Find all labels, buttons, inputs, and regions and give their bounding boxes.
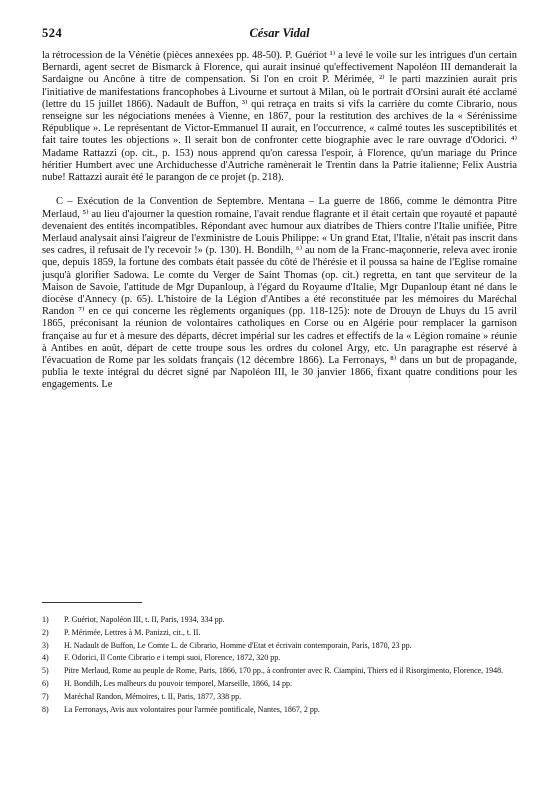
footnote-separator <box>42 602 142 603</box>
footnote <box>42 640 517 653</box>
paragraph-convention: C – Exécution de la Convention de Septembre. Mentana – La guerre de 1866, comme le démontra Pitre Merlaud, ⁵⁾ au lieu d'ajourner la question romaine, l'avait rendue flagrante et il était certain que royauté et papauté devenaient des entités incompatibles. Répondant avec humour aux diatribes de Thiers contre l'Italie unifiée, Pitre Merlaud analysait ainsi l'aigreur de l'exministre de Louis Philippe: « Un grand Etat, l'Italie, n'était pas inscrit dans ses cadres, il refusait de l'y recevoir !» (p. 130). H. Bondilh, ⁶⁾ au nom de la Franc-maçonnerie, releva avec ironie que, depuis 1859, la fortune des combats était passée du côté de l'hérésie et il poussa sa haine de l'Eglise romaine jusqu'à glorifier Sadowa. Le comte du Verger de Saint Thomas (op. cit.) regretta, en tant que serviteur de la Maison de Savoie, l'attitude de Mgr Dupanloup, à l'égard du Royaume d'Italie, Mgr Dupanloup étant né dans le diocèse d'Annecy (p. 65). L'histoire de la Légion d'Antibes a été reconstituée par les mémoires du Maréchal Randon ⁷⁾ en ce qui concerne les règlements organiques (pp. 118-125): note de Drouyn de Lhuys du 15 avril 1865, préconisant la réunion de volontaires catholiques en Corse ou en Algérie pour remplacer la garnison française au fur et à mesure des départs, décret impérial sur les cadres et effectifs de la « Légion romaine » réunie à Antibes en août, départ de cette troupe sous les ordres du colonel Argy, etc. Un paragraphe est réservé à l'évacuation de Rome par les soldats français (12 décembre 1866). La Ferronays, ⁸⁾ dans un but de propagande, publia le texte intégral du décret signé par Napoléon III, le 30 janvier 1866, fixant quatre conditions pour les engagements. Le <box>42 196 517 391</box>
footnote-text: H. Nadault de Buffon, Le Comte L. de Cibrario, Homme d'Etat et écrivain contemporain, Paris, 1870, 23 pp. <box>64 640 412 650</box>
running-title: César Vidal <box>249 26 310 40</box>
footnote <box>42 691 517 704</box>
footnotes <box>42 614 517 716</box>
footnote-text: H. Bondilh, Les malheurs du pouvoir temporel, Marseille, 1866, 14 pp. <box>64 678 292 688</box>
footnote-marker: 5) <box>42 666 49 676</box>
footnote <box>42 665 517 678</box>
footnote-marker: 7) <box>42 691 49 701</box>
footnote-marker: 8) <box>42 704 49 714</box>
footnote-text: La Ferronays, Avis aux volontaires pour l'armée pontificale, Nantes, 1867, 2 pp. <box>64 704 320 714</box>
page-number: 524 <box>42 26 63 40</box>
footnote <box>42 704 517 717</box>
footnote <box>42 614 517 627</box>
footnote-marker: 2) <box>42 627 49 637</box>
footnote-marker: 3) <box>42 640 49 650</box>
running-head <box>42 26 517 42</box>
main-text <box>42 50 517 392</box>
footnote <box>42 627 517 640</box>
footnote-marker: 1) <box>42 615 49 624</box>
footnote-text: P. Guériot, Napoléon III, t. II, Paris, 1934, 334 pp. <box>64 615 225 624</box>
footnote-text: Maréchal Randon, Mémoires, t. II, Paris, 1877, 338 pp. <box>64 691 242 701</box>
footnote-text: Pitre Merlaud, Rome au peuple de Rome, Paris, 1866, 170 pp., à confronter avec R. Ciampini, Thiers ed il Risorgimento, Florence, 1948. <box>64 666 504 676</box>
footnote-text: P. Mérimée, Lettres à M. Panizzi, cit., t. II. <box>64 627 201 637</box>
paragraph-retrocession: la rétrocession de la Vénétie (pièces annexées pp. 48-50). P. Guériot ¹⁾ a levé le voile sur les intrigues d'un certain Bernardi, agent secret de Bismarck à Florence, qui aurait insinué qu'effectivement Napoléon III demanderait la Sardaigne ou Ancône à titre de compensation. Si l'on en croit P. Mérimée, ²⁾ le parti mazzinien aurait pris l'initiative de manifestations francophobes à Livourne et surtout à Milan, où le portrait d'Orsini aurait été acclamé (lettre du 15 juillet 1866). Nadault de Buffon, ³⁾ qui retraça en traits si vifs la carrière du comte Cibrario, nous renseigne sur les négociations menées à Vienne, en 1867, pour la restitution des archives de la « Sérénissime République ». Le représentant de Victor-Emmanuel II aurait, en l'occurrence, « calmé toutes les susceptibilités et fait taire toutes les objections ». Il serait bon de confronter cette biographie avec le rare ouvrage d'Odorici. ⁴⁾ Madame Rattazzi (op. cit., p. 153) nous apprend qu'on caressa l'espoir, à Florence, qu'un mariage du Prince héritier Humbert avec une Archiduchesse d'Autriche ramènerait le Trentin dans la Patrie italienne; Felix Austria nube! Rattazzi aurait été le parangon de ce projet (p. 218). <box>42 50 517 184</box>
footnote <box>42 652 517 665</box>
footnote <box>42 678 517 691</box>
footnote-text: F. Odorici, Il Conte Cibrario e i tempi suoi, Florence, 1872, 320 pp. <box>64 653 281 663</box>
footnote-marker: 4) <box>42 653 49 663</box>
footnote-marker: 6) <box>42 678 49 688</box>
